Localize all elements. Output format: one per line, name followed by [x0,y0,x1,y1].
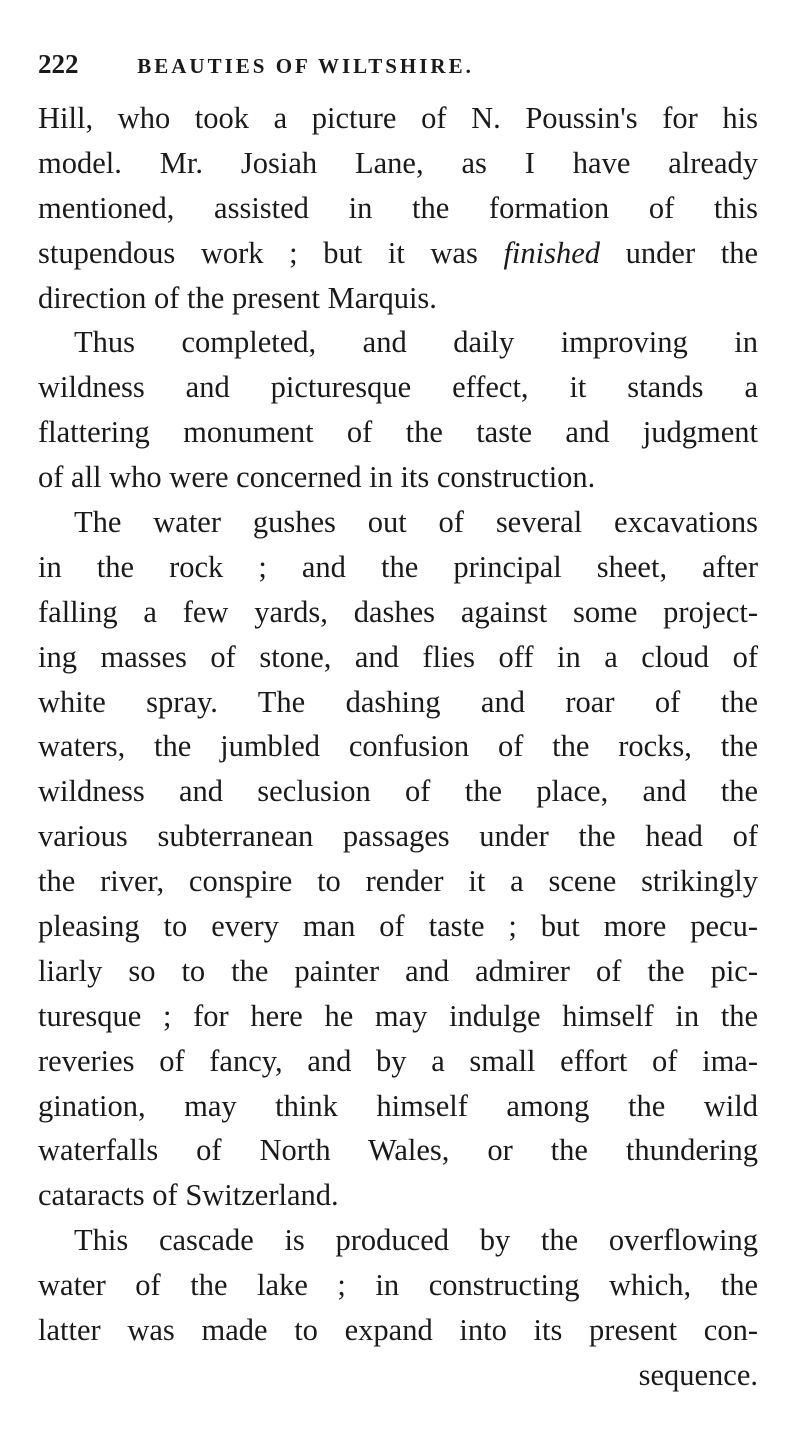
text-line-with-italic [38,231,758,276]
text-line: in the rock ; and the principal sheet, after [38,549,758,584]
text-line: wildness and seclusion of the place, and the [38,774,758,809]
text-line: direction of the present Marquis. [38,280,437,315]
text-line: the river, conspire to render it a scene strikingly [38,864,758,899]
text-line: Hill, who took a picture of N. Poussin's for his [38,101,758,135]
text-line: The water gushes out of several excavations [74,505,758,540]
page-number: 222 [38,49,79,79]
text-line: latter was made to expand into its present con- [38,1313,758,1348]
body-text [38,96,758,1398]
text-line: model. Mr. Josiah Lane, as I have already [38,145,758,180]
text-run: under the [600,235,758,270]
text-line: wildness and picturesque effect, it stands a [38,370,758,405]
text-line: ing masses of stone, and flies off in a cloud of [38,639,758,674]
text-line: cataracts of Switzerland. [38,1178,339,1213]
text-line: pleasing to every man of taste ; but more pecu- [38,909,758,944]
text-line: waterfalls of North Wales, or the thundering [38,1133,758,1168]
text-line: This cascade is produced by the overflowing [74,1223,758,1258]
text-line: of all who were concerned in its construction. [38,460,596,495]
text-line: waters, the jumbled confusion of the rocks, the [38,729,758,764]
text-line: reveries of fancy, and by a small effort of ima- [38,1043,758,1078]
text-line: Thus completed, and daily improving in [74,325,758,360]
italic-word: finished [503,235,601,270]
text-run: stupendous work ; but it was [38,235,504,270]
text-line: flattering monument of the taste and judgment [38,415,758,450]
text-line: turesque ; for here he may indulge himself in the [38,998,758,1033]
running-head [38,44,768,84]
text-line: mentioned, assisted in the formation of this [38,190,758,225]
text-line: falling a few yards, dashes against some project- [38,594,758,629]
text-line: gination, may think himself among the wild [38,1088,758,1123]
text-line: various subterranean passages under the head of [38,819,758,854]
text-line: sequence. [638,1357,758,1392]
running-title: BEAUTIES OF WILTSHIRE. [137,54,474,78]
text-line: liarly so to the painter and admirer of the pic- [38,953,758,988]
text-line: white spray. The dashing and roar of the [38,684,758,719]
text-line: water of the lake ; in constructing which, the [38,1268,758,1303]
